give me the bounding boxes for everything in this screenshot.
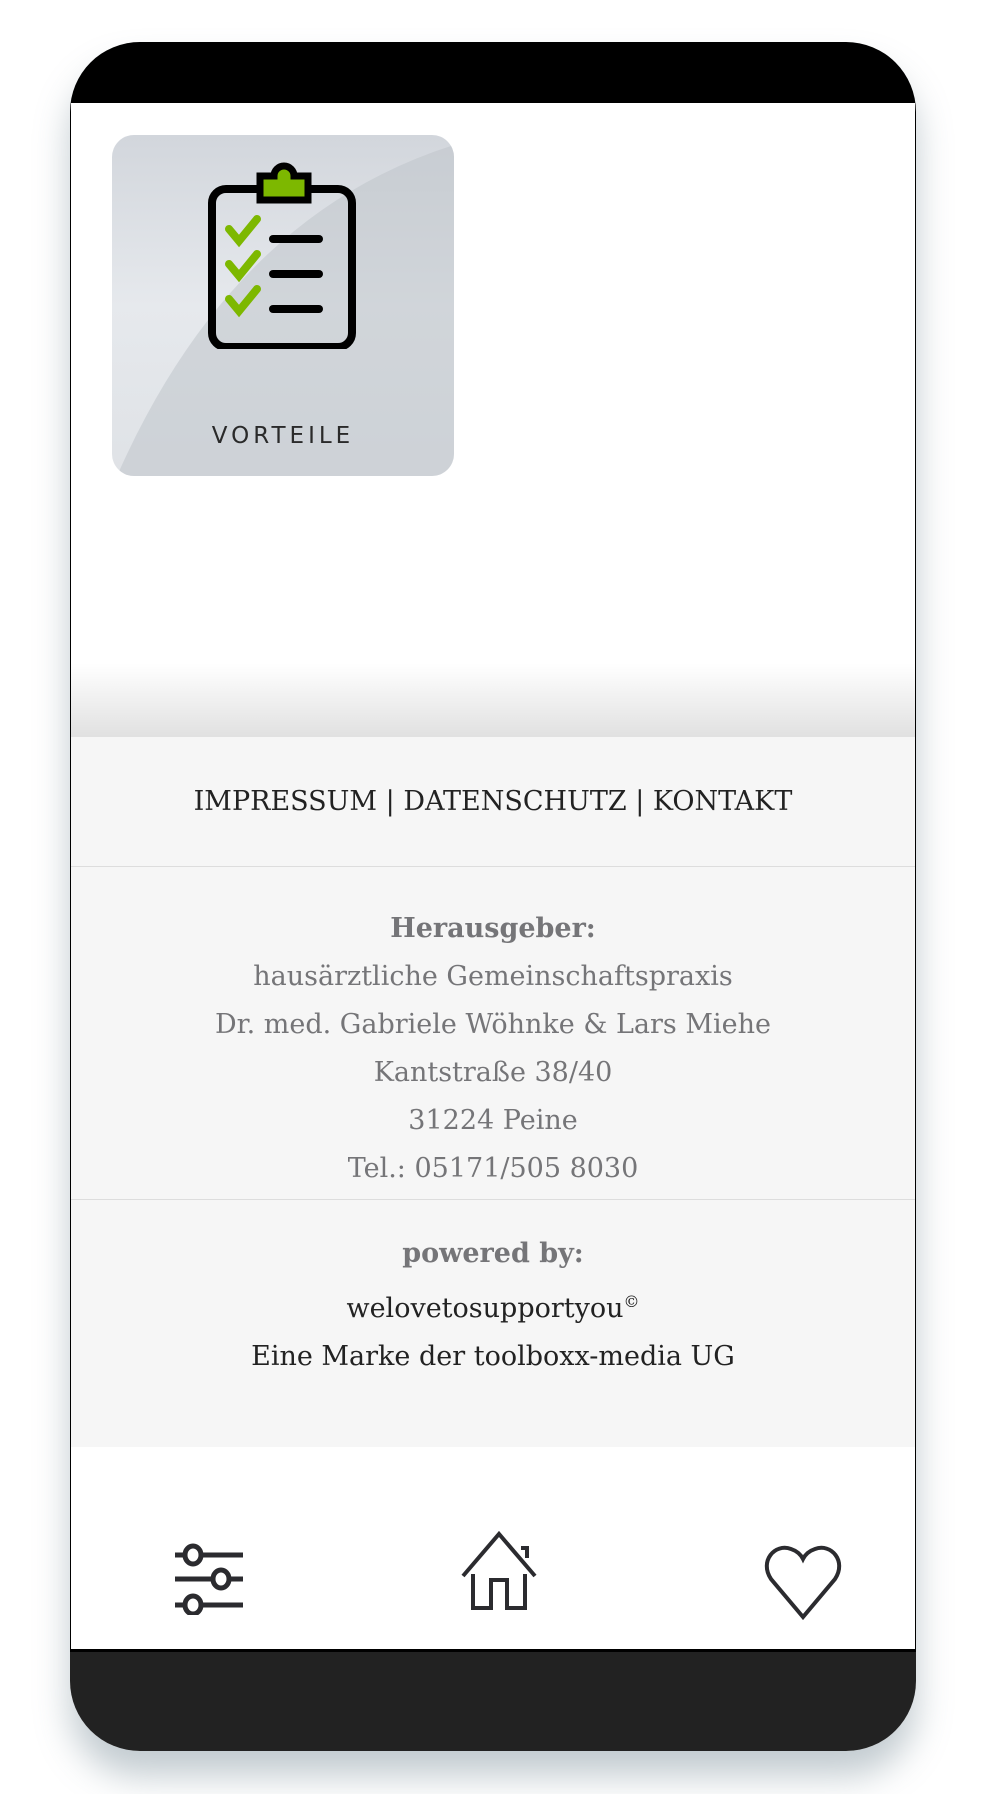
separator: | [385,786,395,817]
copyright-mark: © [623,1292,640,1311]
brand-owner: Eine Marke der toolboxx-media UG [251,1341,735,1372]
clipboard-checklist-icon [207,159,357,349]
status-bar [70,42,916,103]
publisher-heading: Herausgeber: [390,913,596,944]
footer [71,737,915,1447]
phone-frame [70,42,916,1751]
bottom-nav [71,1543,915,1623]
publisher-info [71,867,915,1200]
powered-heading: powered by: [402,1238,584,1269]
powered-by [71,1200,915,1381]
impressum-link[interactable]: IMPRESSUM [193,786,378,817]
tile-label: VORTEILE [211,423,355,449]
system-nav-bar [70,1649,916,1751]
kontakt-link[interactable]: KONTAKT [652,786,793,817]
filter-sliders-icon[interactable] [173,1543,245,1615]
separator: | [635,786,645,817]
publisher-line: Kantstraße 38/40 [373,1057,613,1088]
tile-vorteile[interactable] [112,135,454,476]
screen [70,103,916,1649]
footer-links [71,737,915,867]
publisher-line: Dr. med. Gabriele Wöhnke & Lars Miehe [215,1009,771,1040]
home-icon[interactable] [459,1530,539,1610]
publisher-line: hausärztliche Gemeinschaftspraxis [253,961,733,992]
publisher-line: 31224 Peine [408,1105,578,1136]
heart-icon[interactable] [763,1543,843,1621]
brand-name: welovetosupportyou [346,1293,624,1324]
publisher-phone: Tel.: 05171/505 8030 [347,1153,639,1184]
section-shadow [71,663,915,738]
datenschutz-link[interactable]: DATENSCHUTZ [403,786,627,817]
